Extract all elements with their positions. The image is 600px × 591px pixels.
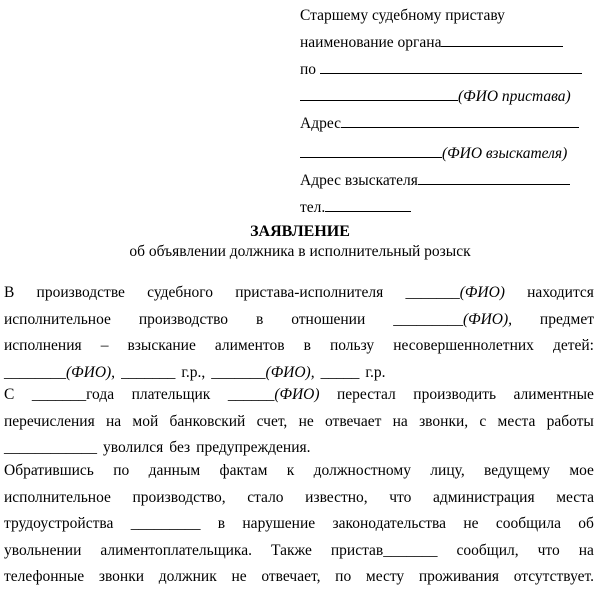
p3-line-4: увольнении алиментоплательщика. Также пристав_______ сообщил, что на — [4, 541, 594, 559]
organ-blank — [441, 30, 563, 47]
organ-line — [300, 29, 592, 56]
paragraph-3 — [4, 458, 594, 591]
p2-line-1: С _______года плательщик ______(ФИО) перестал производить алиментные — [4, 386, 594, 403]
address-blank — [341, 111, 579, 128]
bailiff-fio-blank — [300, 84, 458, 101]
title-main: ЗАЯВЛЕНИЕ — [250, 223, 350, 240]
p2-line-2: перечисления на мой банковский счет, не отвечает на звонки, с места работы — [4, 412, 594, 430]
p3-line-5: телефонные звонки должник не отвечает, по месту проживания отсутствует. — [4, 568, 594, 586]
p3-line-2: исполнительное производство, стало известно, что администрация места — [4, 488, 594, 506]
bailiff-fio-line — [300, 83, 592, 110]
phone-line — [300, 194, 592, 221]
claimant-fio-label: (ФИО взыскателя) — [442, 145, 568, 162]
p1-line-2: исполнительное производство в отношении _________(ФИО), предмет — [4, 310, 594, 328]
addressee-text: Старшему судебному приставу — [300, 7, 505, 24]
claimant-address-label: Адрес взыскателя — [300, 172, 418, 189]
p2-line-3: ____________ уволился без предупреждения. — [4, 439, 311, 457]
phone-label: тел. — [300, 199, 326, 216]
claimant-fio-line — [300, 140, 592, 167]
address-line — [300, 110, 592, 137]
po-line — [300, 56, 592, 83]
document-title — [0, 222, 600, 262]
p1-line-1: В производстве судебного пристава-исполнителя _______(ФИО) находится — [4, 284, 594, 301]
claimant-fio-blank — [300, 141, 442, 158]
address-label: Адрес — [300, 115, 341, 132]
addressee-line — [300, 2, 592, 29]
p1-line-3: исполнения – взыскание алиментов в пользу несовершеннолетних детей: — [4, 337, 594, 355]
po-blank — [320, 57, 582, 74]
paragraph-1 — [4, 280, 594, 386]
p3-line-3: трудоустройства _________ в нарушение законодательства не сообщила об — [4, 515, 594, 533]
addressee-block — [300, 2, 592, 221]
claimant-address-blank — [418, 168, 570, 185]
p1-line-4: ________(ФИО), _______ г.р., _______(ФИО), _____ г.р. — [4, 363, 386, 381]
claimant-address-line — [300, 167, 592, 194]
paragraph-2 — [4, 382, 594, 462]
organ-label: наименование органа — [300, 34, 442, 51]
title-subtitle: об объявлении должника в исполнительный розыск — [129, 243, 471, 260]
p3-line-1: Обратившись по данным фактам к должностному лицу, ведущему мое — [4, 462, 594, 479]
phone-blank — [325, 195, 411, 212]
po-label: по — [300, 61, 317, 78]
bailiff-fio-label: (ФИО пристава) — [458, 88, 571, 105]
